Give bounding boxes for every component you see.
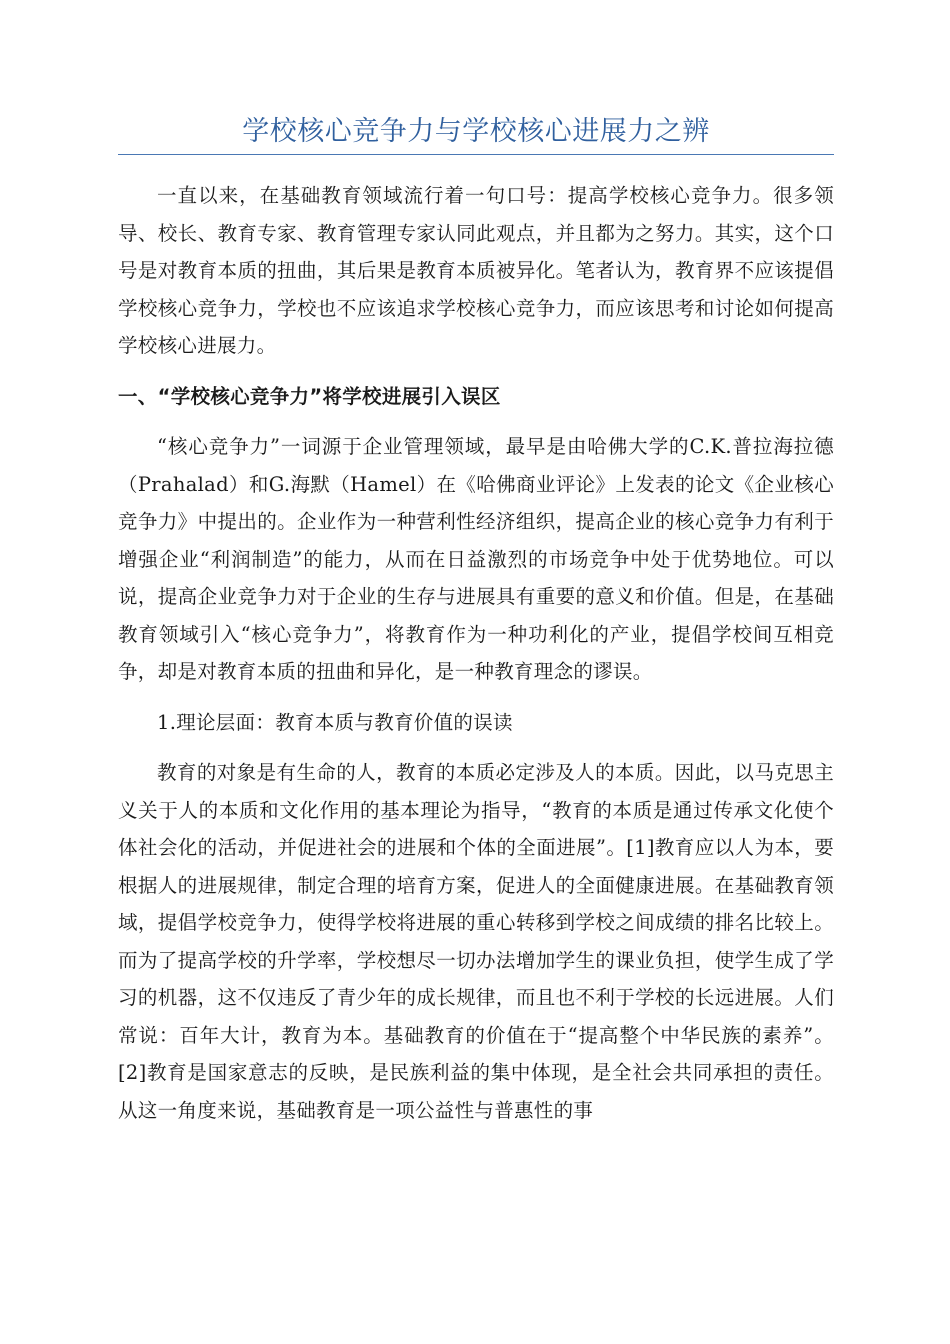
paragraph-gap [118,741,834,754]
paragraph-gap [118,415,834,428]
intro-paragraph: 一直以来，在基础教育领域流行着一句口号：提高学校核心竞争力。很多领导、校长、教育专家、教育管理专家认同此观点，并且都为之努力。其实，这个口号是对教育本质的扭曲，其后果是教育本质被异化。笔者认为，教育界不应该提倡学校核心竞争力，学校也不应该追求学校核心竞争力，而应该思考和讨论如何提高学校核心进展力。 [118,184,834,357]
paragraph-gap [118,365,834,378]
section-heading-1: 一、“学校核心竞争力”将学校进展引入误区 [118,384,501,408]
document-title: 学校核心竞争力与学校核心进展力之辨 [242,116,710,147]
subsection-heading-1: 1.理论层面：教育本质与教育价值的误读 [157,710,513,734]
title-underline [118,154,834,155]
document-page [118,112,834,1129]
section1-paragraph: “核心竞争力”一词源于企业管理领域，最早是由哈佛大学的C.K.普拉海拉德（Prahalad）和G.海默（Hamel）在《哈佛商业评论》上发表的论文《企业核心竞争力》中提出的。企业作为一种营利性经济组织，提高企业的核心竞争力有利于增强企业“利润制造”的能力，从而在日益激烈的市场竞争中处于优势地位。可以说，提高企业竞争力对于企业的生存与进展具有重要的意义和价值。但是，在基础教育领域引入“核心竞争力”，将教育作为一种功利化的产业，提倡学校间互相竞争，却是对教育本质的扭曲和异化，是一种教育理念的谬误。 [118,435,834,683]
subsection1-paragraph: 教育的对象是有生命的人，教育的本质必定涉及人的本质。因此，以马克思主义关于人的本质和文化作用的基本理论为指导，“教育的本质是通过传承文化使个体社会化的活动，并促进社会的进展和个体的全面进展”。[1]教育应以人为本，要根据人的进展规律，制定合理的培育方案，促进人的全面健康进展。在基础教育领域，提倡学校竞争力，使得学校将进展的重心转移到学校之间成绩的排名比较上。而为了提高学校的升学率，学校想尽一切办法增加学生的课业负担，使学生成了学习的机器，这不仅违反了青少年的成长规律，而且也不利于学校的长远进展。人们常说：百年大计，教育为本。基础教育的价值在于“提高整个中华民族的素养”。[2]教育是国家意志的反映，是民族利益的集中体现，是全社会共同承担的责任。从这一角度来说，基础教育是一项公益性与普惠性的事 [118,761,834,1122]
paragraph-gap [118,691,834,704]
